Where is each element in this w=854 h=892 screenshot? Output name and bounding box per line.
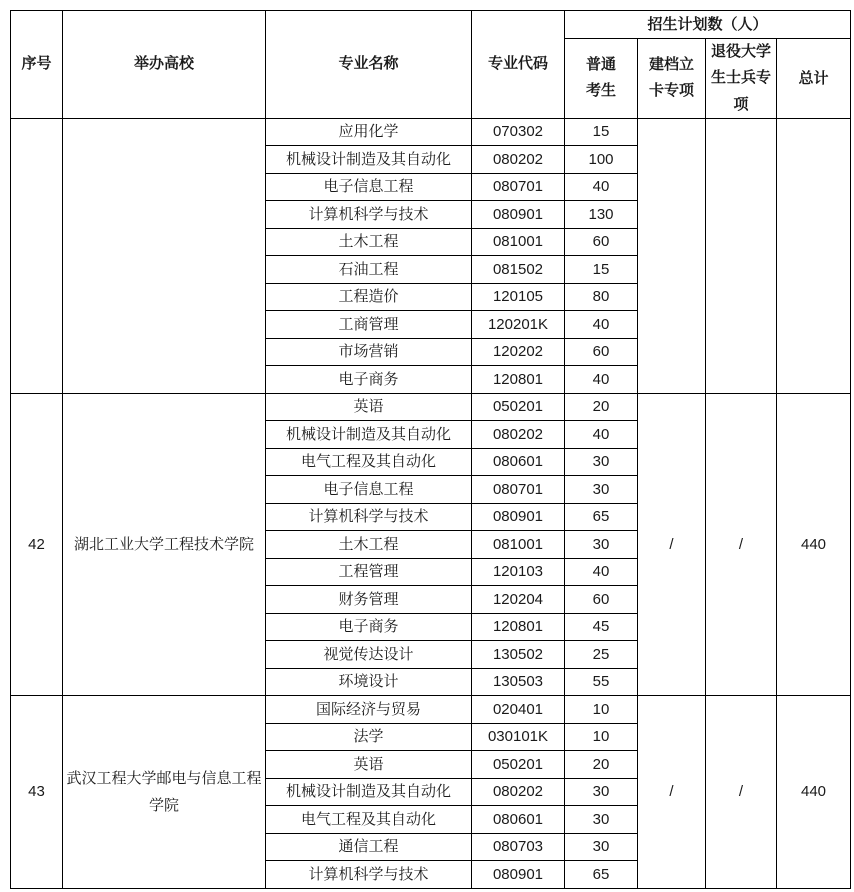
header-regular xyxy=(565,39,638,119)
regular-count-cell: 40 xyxy=(565,311,638,339)
major-cell: 英语 xyxy=(266,751,472,779)
major-cell: 英语 xyxy=(266,393,472,421)
total-cell: 440 xyxy=(777,696,851,889)
major-cell: 电子信息工程 xyxy=(266,173,472,201)
major-cell: 国际经济与贸易 xyxy=(266,696,472,724)
header-poverty xyxy=(638,39,706,119)
school-cell: 武汉工程大学邮电与信息工程学院 xyxy=(63,696,266,889)
regular-count-cell: 30 xyxy=(565,806,638,834)
header-regular-label: 普通考生 xyxy=(586,56,617,100)
serial-cell: 42 xyxy=(11,393,63,696)
code-cell: 120103 xyxy=(472,558,565,586)
header-poverty-label: 建档立卡专项 xyxy=(649,56,695,100)
table-row xyxy=(11,696,851,724)
regular-count-cell: 40 xyxy=(565,558,638,586)
regular-count-cell: 40 xyxy=(565,421,638,449)
major-cell: 市场营销 xyxy=(266,338,472,366)
regular-count-cell: 130 xyxy=(565,201,638,229)
header-veteran-label: 退役大学生士兵专项 xyxy=(711,43,772,113)
code-cell: 080901 xyxy=(472,861,565,889)
regular-count-cell: 80 xyxy=(565,283,638,311)
header-major: 专业名称 xyxy=(266,11,472,119)
major-cell: 工程造价 xyxy=(266,283,472,311)
header-school: 举办高校 xyxy=(63,11,266,119)
regular-count-cell: 55 xyxy=(565,668,638,696)
total-cell: 440 xyxy=(777,393,851,696)
code-cell: 080703 xyxy=(472,833,565,861)
code-cell: 050201 xyxy=(472,751,565,779)
code-cell: 050201 xyxy=(472,393,565,421)
major-cell: 工程管理 xyxy=(266,558,472,586)
veteran-cell xyxy=(706,118,777,393)
major-cell: 机械设计制造及其自动化 xyxy=(266,778,472,806)
veteran-cell: / xyxy=(706,696,777,889)
code-cell: 081001 xyxy=(472,531,565,559)
code-cell: 030101K xyxy=(472,723,565,751)
major-cell: 机械设计制造及其自动化 xyxy=(266,146,472,174)
header-code: 专业代码 xyxy=(472,11,565,119)
poverty-cell xyxy=(638,118,706,393)
regular-count-cell: 60 xyxy=(565,338,638,366)
code-cell: 130503 xyxy=(472,668,565,696)
regular-count-cell: 60 xyxy=(565,586,638,614)
major-cell: 电气工程及其自动化 xyxy=(266,806,472,834)
veteran-cell: / xyxy=(706,393,777,696)
major-cell: 土木工程 xyxy=(266,228,472,256)
major-cell: 工商管理 xyxy=(266,311,472,339)
table-header xyxy=(11,11,851,119)
code-cell: 080901 xyxy=(472,503,565,531)
code-cell: 120801 xyxy=(472,613,565,641)
code-cell: 081502 xyxy=(472,256,565,284)
major-cell: 计算机科学与技术 xyxy=(266,503,472,531)
header-serial: 序号 xyxy=(11,11,63,119)
poverty-cell: / xyxy=(638,696,706,889)
regular-count-cell: 60 xyxy=(565,228,638,256)
major-cell: 法学 xyxy=(266,723,472,751)
major-cell: 计算机科学与技术 xyxy=(266,861,472,889)
school-cell: 湖北工业大学工程技术学院 xyxy=(63,393,266,696)
code-cell: 130502 xyxy=(472,641,565,669)
code-cell: 120801 xyxy=(472,366,565,394)
major-cell: 石油工程 xyxy=(266,256,472,284)
regular-count-cell: 15 xyxy=(565,256,638,284)
regular-count-cell: 30 xyxy=(565,833,638,861)
header-plan-group: 招生计划数（人） xyxy=(565,11,851,39)
regular-count-cell: 65 xyxy=(565,861,638,889)
regular-count-cell: 100 xyxy=(565,146,638,174)
table-row xyxy=(11,393,851,421)
regular-count-cell: 45 xyxy=(565,613,638,641)
major-cell: 计算机科学与技术 xyxy=(266,201,472,229)
regular-count-cell: 30 xyxy=(565,531,638,559)
major-cell: 应用化学 xyxy=(266,118,472,146)
admission-plan-table xyxy=(10,10,851,889)
code-cell: 120202 xyxy=(472,338,565,366)
regular-count-cell: 20 xyxy=(565,751,638,779)
code-cell: 070302 xyxy=(472,118,565,146)
regular-count-cell: 40 xyxy=(565,366,638,394)
regular-count-cell: 30 xyxy=(565,778,638,806)
code-cell: 081001 xyxy=(472,228,565,256)
regular-count-cell: 30 xyxy=(565,476,638,504)
major-cell: 电子商务 xyxy=(266,613,472,641)
table-body xyxy=(11,118,851,888)
regular-count-cell: 30 xyxy=(565,448,638,476)
code-cell: 080601 xyxy=(472,448,565,476)
regular-count-cell: 25 xyxy=(565,641,638,669)
major-cell: 电子商务 xyxy=(266,366,472,394)
poverty-cell: / xyxy=(638,393,706,696)
code-cell: 080202 xyxy=(472,146,565,174)
code-cell: 120204 xyxy=(472,586,565,614)
code-cell: 080601 xyxy=(472,806,565,834)
major-cell: 电气工程及其自动化 xyxy=(266,448,472,476)
regular-count-cell: 20 xyxy=(565,393,638,421)
header-veteran xyxy=(706,39,777,119)
regular-count-cell: 15 xyxy=(565,118,638,146)
regular-count-cell: 65 xyxy=(565,503,638,531)
serial-cell: 43 xyxy=(11,696,63,889)
major-cell: 财务管理 xyxy=(266,586,472,614)
header-total: 总计 xyxy=(777,39,851,119)
major-cell: 土木工程 xyxy=(266,531,472,559)
major-cell: 视觉传达设计 xyxy=(266,641,472,669)
code-cell: 080202 xyxy=(472,421,565,449)
code-cell: 080701 xyxy=(472,173,565,201)
major-cell: 环境设计 xyxy=(266,668,472,696)
table-row xyxy=(11,118,851,146)
header-row-1 xyxy=(11,11,851,39)
code-cell: 080202 xyxy=(472,778,565,806)
regular-count-cell: 10 xyxy=(565,696,638,724)
code-cell: 080701 xyxy=(472,476,565,504)
serial-cell xyxy=(11,118,63,393)
code-cell: 020401 xyxy=(472,696,565,724)
code-cell: 080901 xyxy=(472,201,565,229)
code-cell: 120105 xyxy=(472,283,565,311)
total-cell xyxy=(777,118,851,393)
regular-count-cell: 10 xyxy=(565,723,638,751)
regular-count-cell: 40 xyxy=(565,173,638,201)
school-cell xyxy=(63,118,266,393)
code-cell: 120201K xyxy=(472,311,565,339)
major-cell: 电子信息工程 xyxy=(266,476,472,504)
major-cell: 通信工程 xyxy=(266,833,472,861)
major-cell: 机械设计制造及其自动化 xyxy=(266,421,472,449)
